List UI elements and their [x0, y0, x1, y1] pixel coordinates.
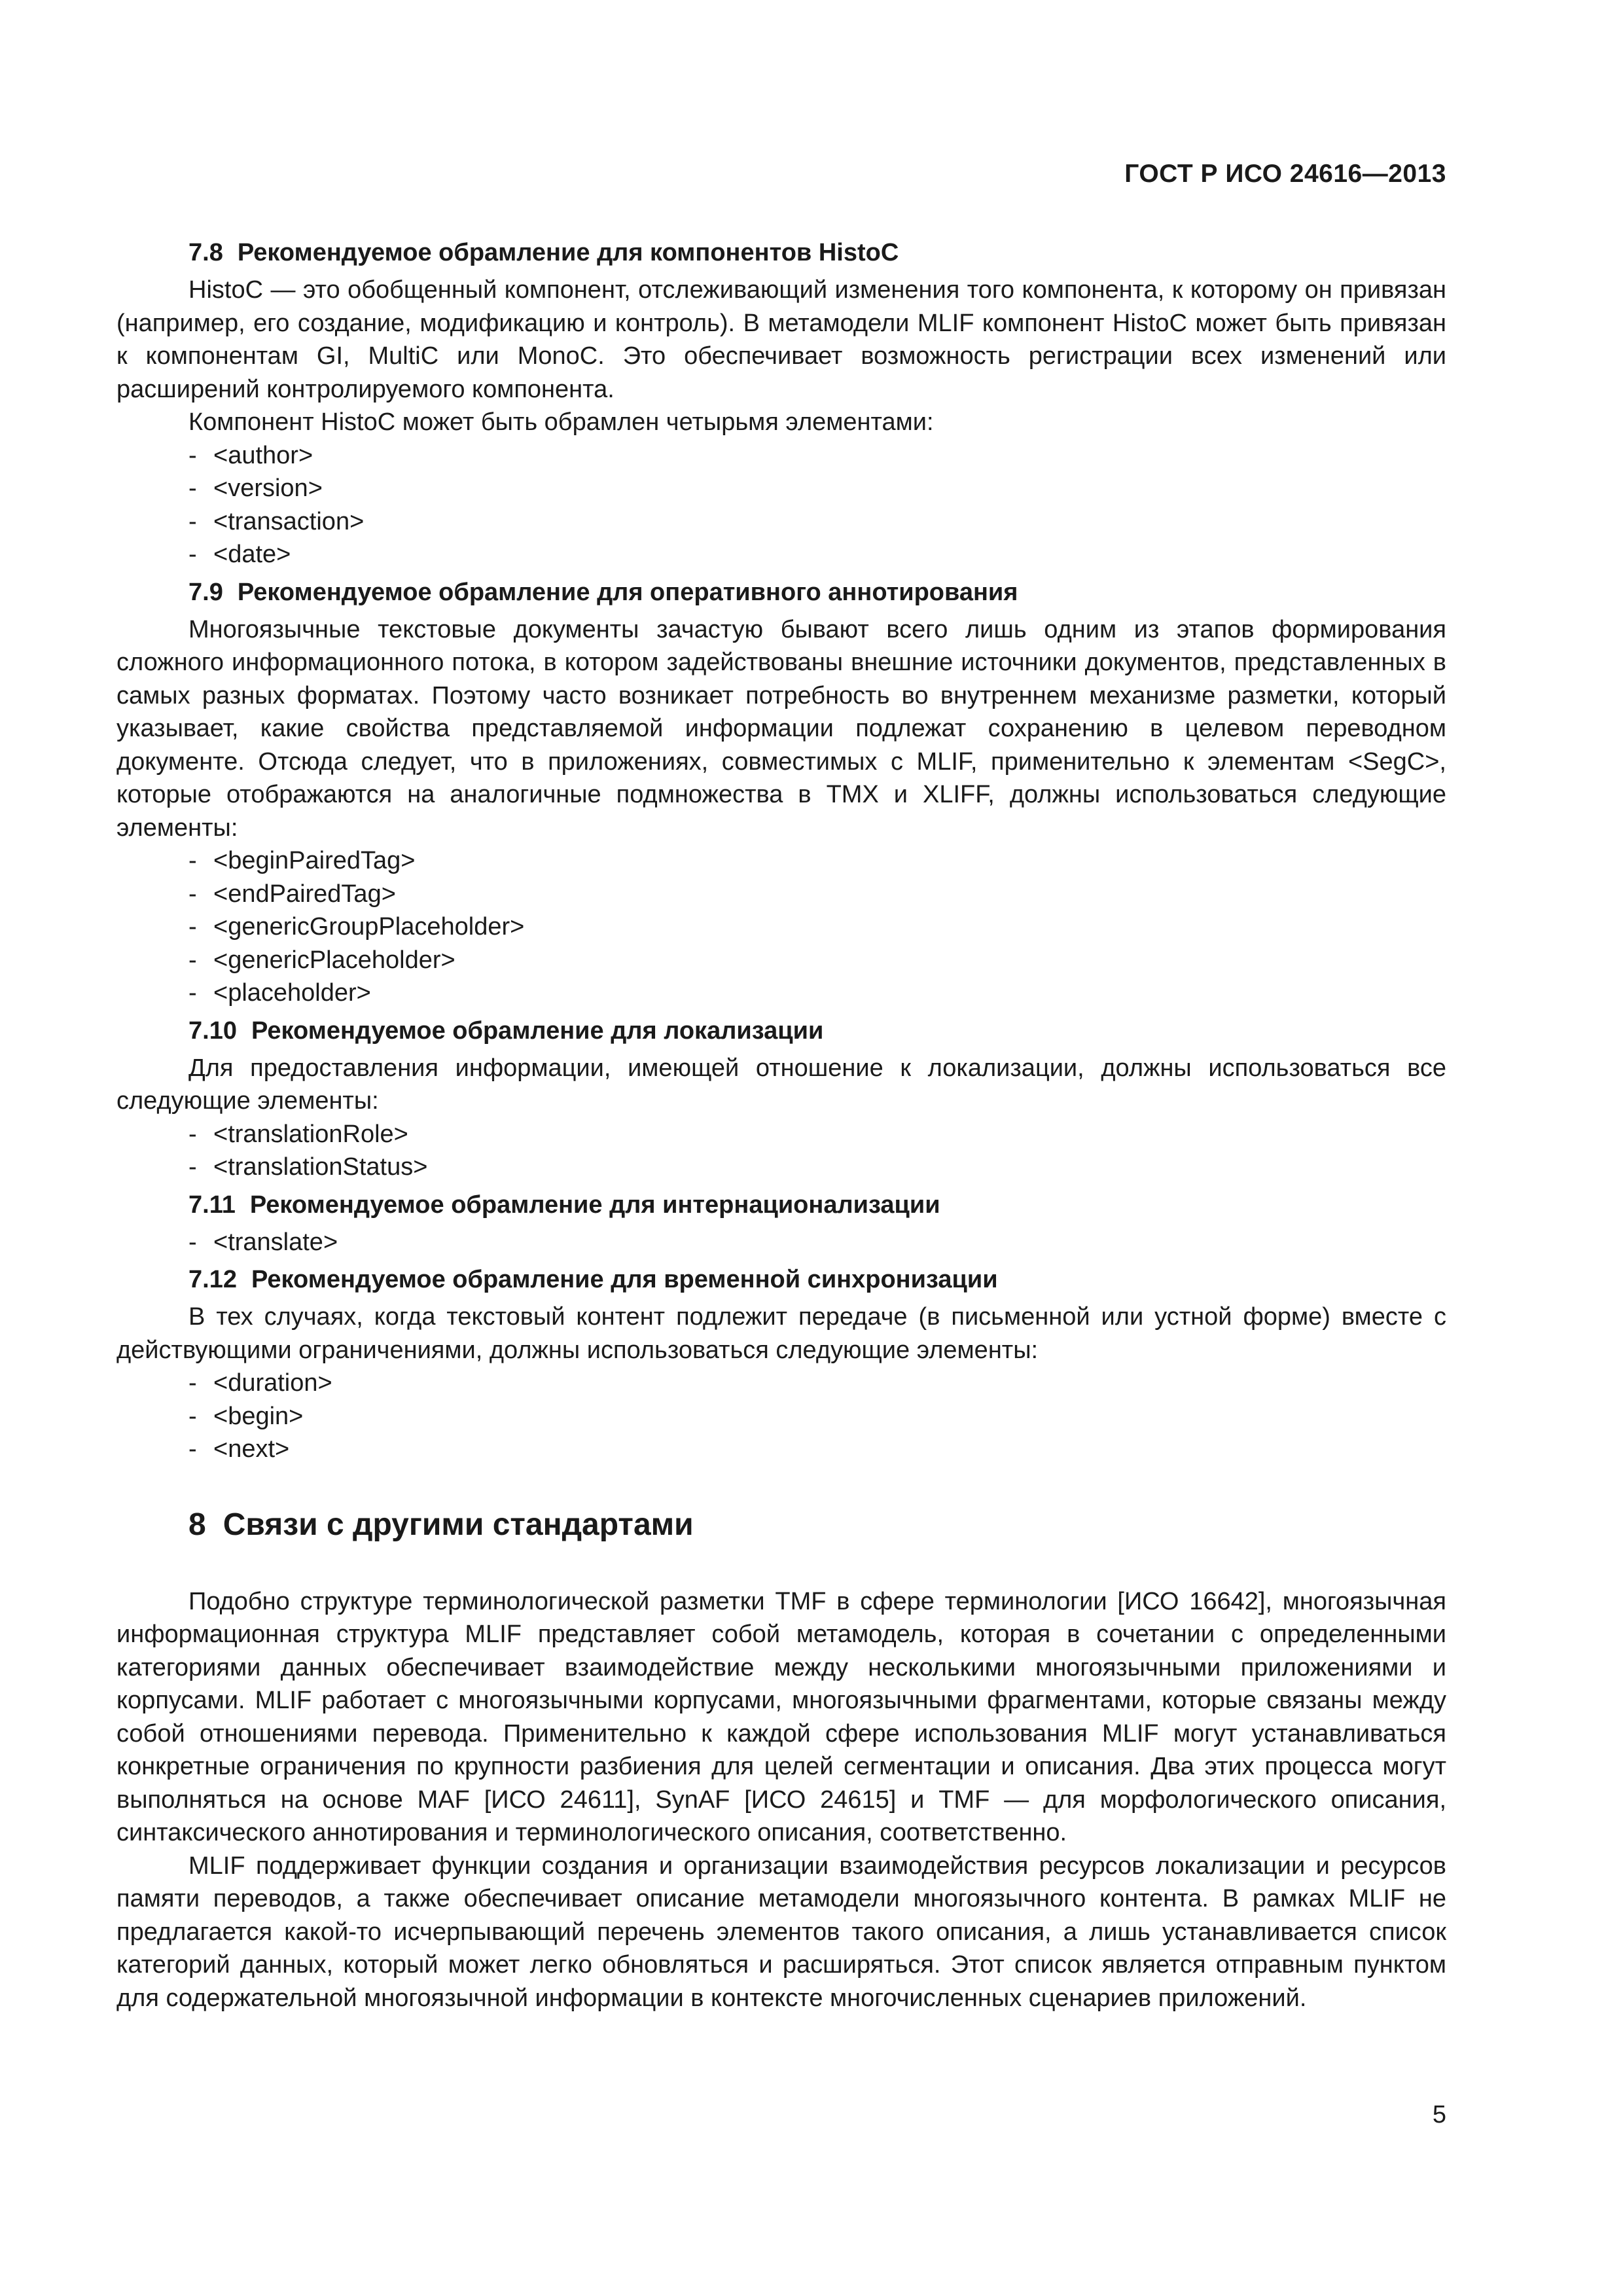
- list-item: - <version>: [188, 475, 323, 502]
- element-list: [116, 1367, 1446, 1466]
- element-list: [116, 844, 1446, 1010]
- list-item: - <transaction>: [188, 507, 365, 535]
- list-item: - <author>: [188, 441, 313, 469]
- list-item: - <genericGroupPlaceholder>: [188, 913, 525, 941]
- page-number: 5: [1432, 2101, 1446, 2128]
- section-heading-7-11: [116, 1188, 1446, 1222]
- chapter-number: 8: [188, 1507, 206, 1542]
- list-item: - <beginPairedTag>: [188, 847, 416, 874]
- paragraph: В тех случаях, когда текстовый контент подлежит передаче (в письменной или устной форме) вместе с действующими ограничениями, должны использоваться следующие элементы:: [116, 1303, 1446, 1364]
- section-title: Рекомендуемое обрамление для интернационализации: [249, 1191, 940, 1219]
- paragraph: Многоязычные текстовые документы зачастую бывают всего лишь одним из этапов формирования сложного информационного потока, в котором задействованы внешние источники документов, представленных в самых разных форматах. Поэтому часто возникает потребность во внутреннем механизме разметки, который указывает, какие свойства представляемой информации подлежат сохранению в целевом переводном документе. Отсюда следует, что в приложениях, совместимых с MLIF, применительно к элементам <SegC>, которые отображаются на аналогичные подмножества в TMX и XLIFF, должны использоваться следующие элементы:: [116, 615, 1446, 842]
- section-number: 7.12: [188, 1266, 237, 1293]
- paragraph: Подобно структуре терминологической разметки TMF в сфере терминологии [ИСО 16642], многоязычная информационная структура MLIF представляет собой метамодель, которая в сочетании с определенными категориями данных обеспечивает взаимодействие между несколькими многоязычными приложениями и корпусами. MLIF работает с многоязычными корпусами, многоязычными фрагментами, которые связаны между собой отношениями перевода. Применительно к каждой сфере использования MLIF могут устанавливаться конкретные ограничения по крупности разбиения для целей сегментации и описания. Два этих процесса могут выполняться на основе MAF [ИСО 24611], SynAF [ИСО 24615] и TMF — для морфологического описания, синтаксического аннотирования и терминологического описания, соответственно.: [116, 1587, 1446, 1846]
- paragraph: Компонент HistoC может быть обрамлен четырьмя элементами:: [188, 408, 934, 436]
- section-title: Рекомендуемое обрамление для компонентов HistoC: [237, 239, 899, 266]
- list-item: - <translationStatus>: [188, 1153, 428, 1181]
- section-heading-7-12: [116, 1263, 1446, 1297]
- document-code-header: ГОСТ Р ИСО 24616—2013: [1124, 160, 1446, 188]
- list-item: - <endPairedTag>: [188, 880, 396, 908]
- list-item: - <begin>: [188, 1402, 304, 1430]
- paragraph: MLIF поддерживает функции создания и организации взаимодействия ресурсов локализации и ресурсов памяти переводов, а также обеспечивает описание метамодели многоязычного контента. В рамках MLIF не предлагается какой-то исчерпывающий перечень элементов такого описания, а лишь устанавливается список категорий данных, который может легко обновляться и расширяться. Этот список является отправным пунктом для содержательной многоязычной информации в контексте многочисленных сценариев приложений.: [116, 1852, 1446, 2012]
- list-item: - <placeholder>: [188, 979, 371, 1007]
- list-item: - <translationRole>: [188, 1120, 408, 1148]
- element-list: [116, 439, 1446, 571]
- section-number: 7.11: [188, 1191, 236, 1219]
- section-title: Рекомендуемое обрамление для локализации: [251, 1016, 824, 1045]
- section-heading-7-9: [116, 575, 1446, 609]
- section-number: 7.10: [188, 1016, 237, 1045]
- list-item: - <genericPlaceholder>: [188, 946, 455, 974]
- list-item: - <next>: [188, 1435, 290, 1463]
- section-heading-7-8: [116, 236, 1446, 270]
- paragraph: Для предоставления информации, имеющей отношение к локализации, должны использоваться все следующие элементы:: [116, 1054, 1446, 1115]
- section-heading-7-10: [116, 1014, 1446, 1048]
- chapter-title: Связи с другими стандартами: [223, 1507, 694, 1542]
- section-title: Рекомендуемое обрамление для оперативного аннотирования: [237, 578, 1018, 606]
- list-item: - <translate>: [188, 1228, 338, 1256]
- section-title: Рекомендуемое обрамление для временной синхронизации: [251, 1266, 998, 1293]
- list-item: - <date>: [188, 541, 291, 568]
- paragraph: HistoC — это обобщенный компонент, отслеживающий изменения того компонента, к которому он привязан (например, его создание, модификацию и контроль). В метамодели MLIF компонент HistoC может быть привязан к компонентам GI, MultiC или MonoC. Это обеспечивает возможность регистрации всех изменений или расширений контролируемого компонента.: [116, 276, 1446, 403]
- chapter-heading-8: [116, 1505, 1446, 1545]
- section-number: 7.9: [188, 578, 223, 606]
- page-content: [116, 232, 1446, 2015]
- list-item: - <duration>: [188, 1369, 332, 1397]
- element-list: [116, 1118, 1446, 1184]
- section-number: 7.8: [188, 239, 223, 266]
- element-list: [116, 1226, 1446, 1259]
